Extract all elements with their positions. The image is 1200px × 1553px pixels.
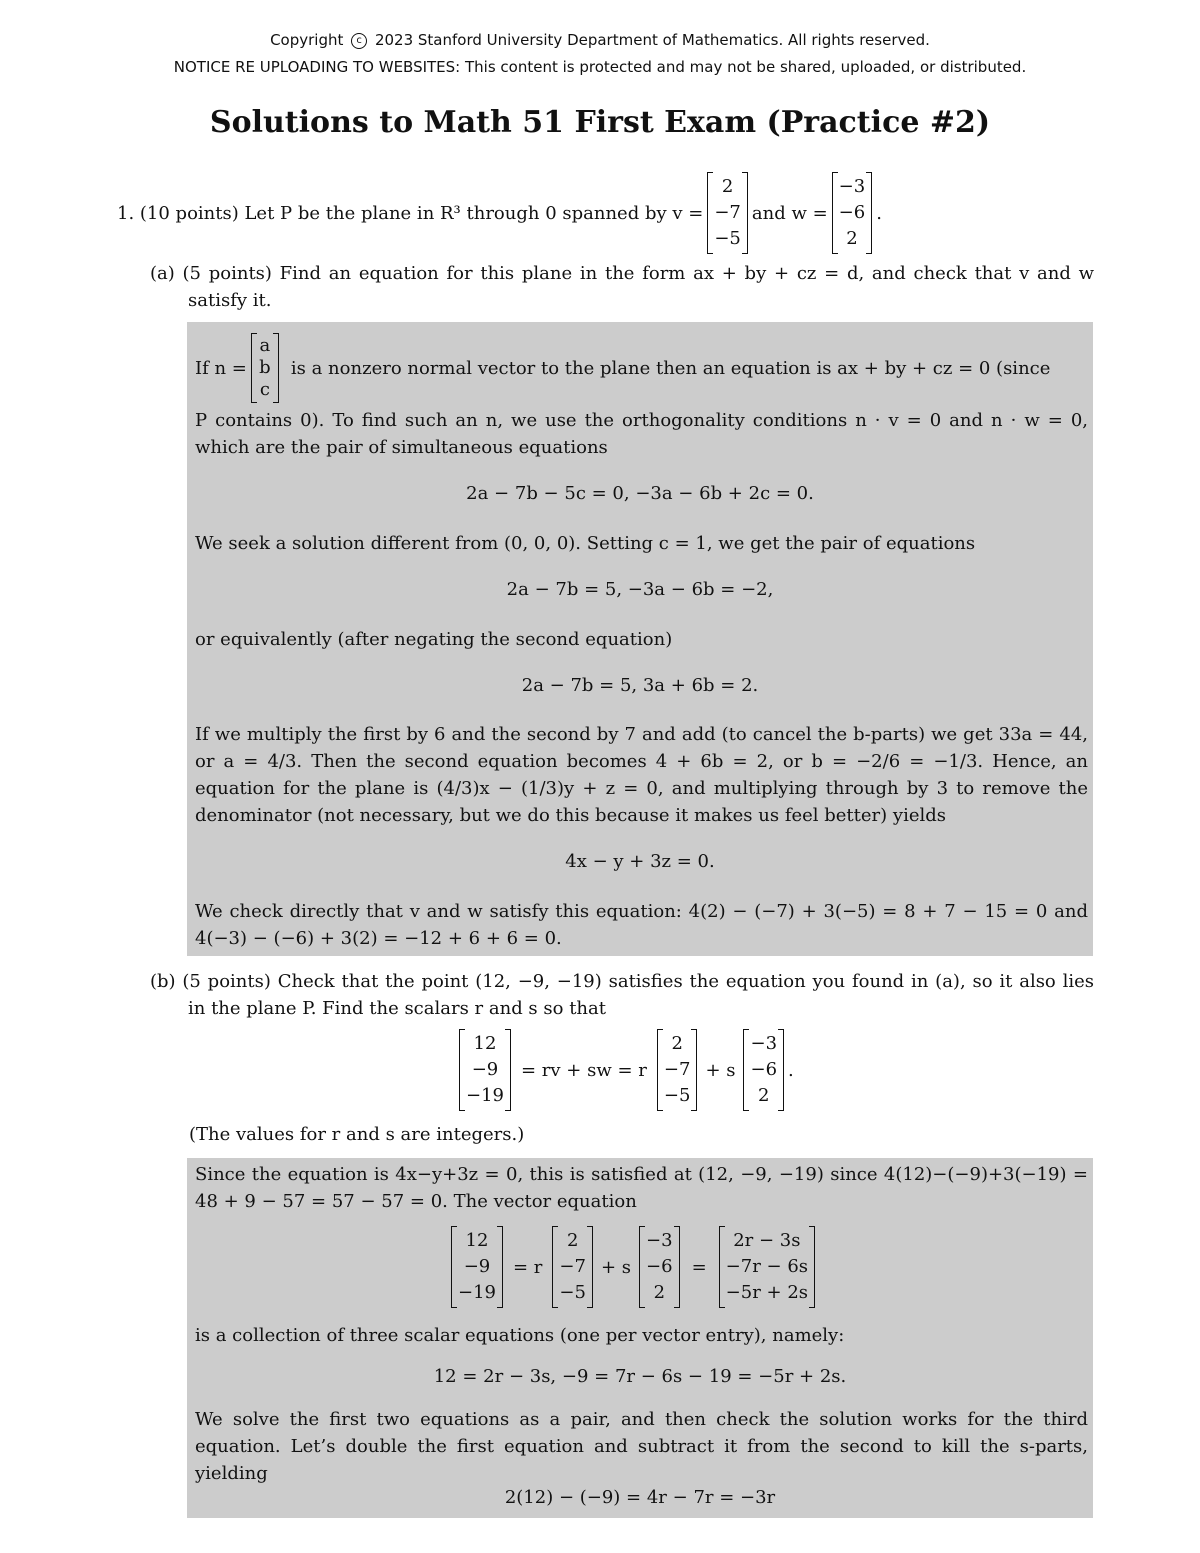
part-b-eq-scalar: 12 = 2r − 3s, −9 = 7r − 6s − 19 = −5r + 2s. bbox=[433, 1366, 847, 1387]
part-a-s5: If we multiply the first by 6 and the second by 7 and add (to cancel the b-parts) we get 33a = 44, or a = 4/3. Then the second equation becomes 4 + 6b = 2, or b = −2/6 = −1/3. Hence, an equation for the plane is (4/3)x − (1/3)y + z = 0, and multiplying through by 3 to remove the denominator (not necessary, but we do this because it makes us feel better) yields bbox=[195, 724, 1088, 826]
vector-w-entry: −3 bbox=[750, 1033, 778, 1054]
part-a-eq2: 2a − 7b = 5, −3a − 6b = −2, bbox=[506, 579, 774, 600]
vector-point-entry: −9 bbox=[471, 1059, 499, 1080]
copyright-text: 2023 Stanford University Department of Mathematics. All rights reserved. bbox=[374, 31, 930, 49]
vector-w-entry: −3 bbox=[646, 1230, 673, 1251]
vector-w-entry: −6 bbox=[646, 1256, 673, 1277]
vector-point bbox=[459, 1029, 511, 1111]
vector-point-entry: −9 bbox=[463, 1256, 491, 1277]
vector-w-entry: −6 bbox=[838, 202, 866, 223]
vector-n-entry: b bbox=[259, 357, 271, 378]
part-b-eq-last: 2(12) − (−9) = 4r − 7r = −3r bbox=[504, 1487, 776, 1508]
vector-point-entry: −19 bbox=[466, 1085, 504, 1106]
stem-period: . bbox=[876, 202, 882, 224]
vector-point-entry: 12 bbox=[473, 1033, 497, 1054]
vector-point-entry: 12 bbox=[465, 1230, 489, 1251]
part-a-s1-left: If n = bbox=[195, 357, 247, 379]
part-b-period: . bbox=[788, 1059, 794, 1081]
part-a-normal-line bbox=[195, 328, 1050, 408]
vector-combination-entry: −7r − 6s bbox=[725, 1256, 809, 1277]
vector-w-entry: 2 bbox=[758, 1085, 770, 1106]
vector-v bbox=[552, 1226, 593, 1308]
plus-s: + s bbox=[600, 1256, 632, 1278]
vector-w bbox=[832, 172, 873, 254]
part-b-s1: Since the equation is 4x−y+3z = 0, this is satisfied at (12, −9, −19) since 4(12)−(−9)+3(−19) = 48 + 9 − 57 = 57 − 57 = 0. The vector equation bbox=[195, 1164, 1088, 1212]
vector-w-entry: −6 bbox=[750, 1059, 778, 1080]
equals-sign: = bbox=[691, 1256, 707, 1278]
copyright-prefix: Copyright bbox=[270, 31, 344, 49]
vector-point bbox=[451, 1226, 503, 1308]
vector-w-entry: −3 bbox=[838, 176, 866, 197]
vector-v-entry: −7 bbox=[663, 1059, 691, 1080]
part-a-question: (a) (5 points) Find an equation for this plane in the form ax + by + cz = d, and check that v and w satisfy it. bbox=[150, 263, 1094, 311]
vector-w-entry: 2 bbox=[653, 1282, 666, 1303]
vector-n-entry: a bbox=[259, 335, 271, 356]
part-b-s3: We solve the first two equations as a pair, and then check the solution works for the third equation. Let’s double the first equation and subtract it from the second to kill the s-parts, yielding bbox=[195, 1409, 1088, 1484]
vector-point-entry: −19 bbox=[458, 1282, 496, 1303]
vector-v-entry: −5 bbox=[714, 228, 741, 249]
part-b-vector-equation bbox=[455, 1028, 794, 1112]
part-a-eq3: 2a − 7b = 5, 3a + 6b = 2. bbox=[521, 675, 759, 696]
part-b-s2: is a collection of three scalar equations (one per vector entry), namely: bbox=[195, 1325, 845, 1346]
part-a-s6: We check directly that v and w satisfy this equation: 4(2) − (−7) + 3(−5) = 8 + 7 − 15 = 0 and 4(−3) − (−6) + 3(2) = −12 + 6 + 6 = 0. bbox=[195, 901, 1088, 949]
vector-w-entry: 2 bbox=[846, 228, 858, 249]
copyright-line bbox=[0, 31, 1200, 49]
part-a-eq4: 4x − y + 3z = 0. bbox=[565, 851, 715, 872]
vector-v-entry: −5 bbox=[663, 1085, 691, 1106]
problem1-stem-text: 1. (10 points) Let P be the plane in R³ through 0 spanned by v = bbox=[117, 202, 704, 224]
vector-v bbox=[657, 1029, 698, 1111]
upload-notice: NOTICE RE UPLOADING TO WEBSITES: This content is protected and may not be shared, uploaded, or distributed. bbox=[173, 58, 1027, 76]
vector-combination bbox=[719, 1226, 815, 1308]
vector-w bbox=[639, 1226, 680, 1308]
part-b-solution-vector-equation bbox=[447, 1225, 819, 1309]
vector-combination-entry: 2r − 3s bbox=[733, 1230, 801, 1251]
equals-r: = r bbox=[513, 1256, 543, 1278]
plus-s: + s bbox=[705, 1059, 736, 1081]
vector-v-entry: −5 bbox=[559, 1282, 586, 1303]
vector-v-entry: 2 bbox=[566, 1230, 579, 1251]
vector-v-entry: −7 bbox=[559, 1256, 586, 1277]
part-a-s3: We seek a solution different from (0, 0, 0). Setting c = 1, we get the pair of equations bbox=[195, 533, 976, 554]
part-a-eq1: 2a − 7b − 5c = 0, −3a − 6b + 2c = 0. bbox=[466, 483, 814, 504]
vector-v-entry: 2 bbox=[671, 1033, 683, 1054]
vector-combination-entry: −5r + 2s bbox=[725, 1282, 809, 1303]
vector-w bbox=[743, 1029, 784, 1111]
part-b-question: (b) (5 points) Check that the point (12, −9, −19) satisfies the equation you found in (a), so it also lies in the plane P. Find the scalars r and s so that bbox=[150, 971, 1094, 1019]
page-title: Solutions to Math 51 First Exam (Practice #2) bbox=[209, 105, 991, 140]
vector-n bbox=[251, 333, 279, 403]
vector-n-entry: c bbox=[259, 379, 270, 400]
vector-v-entry: 2 bbox=[721, 176, 734, 197]
problem1-stem bbox=[117, 168, 882, 258]
part-b-note: (The values for r and s are integers.) bbox=[189, 1124, 525, 1145]
part-a-s1-right: is a nonzero normal vector to the plane then an equation is ax + by + cz = 0 (since bbox=[290, 357, 1051, 379]
vector-v bbox=[707, 172, 748, 254]
part-a-s2: P contains 0). To find such an n, we use the orthogonality conditions n · v = 0 and n · w = 0, which are the pair of simultaneous equations bbox=[195, 410, 1088, 458]
part-a-s4: or equivalently (after negating the second equation) bbox=[195, 629, 673, 650]
vector-v-entry: −7 bbox=[714, 202, 741, 223]
and-w-text: and w = bbox=[751, 202, 828, 224]
copyright-icon: c bbox=[351, 33, 367, 49]
part-b-mid: = rv + sw = r bbox=[521, 1059, 647, 1081]
